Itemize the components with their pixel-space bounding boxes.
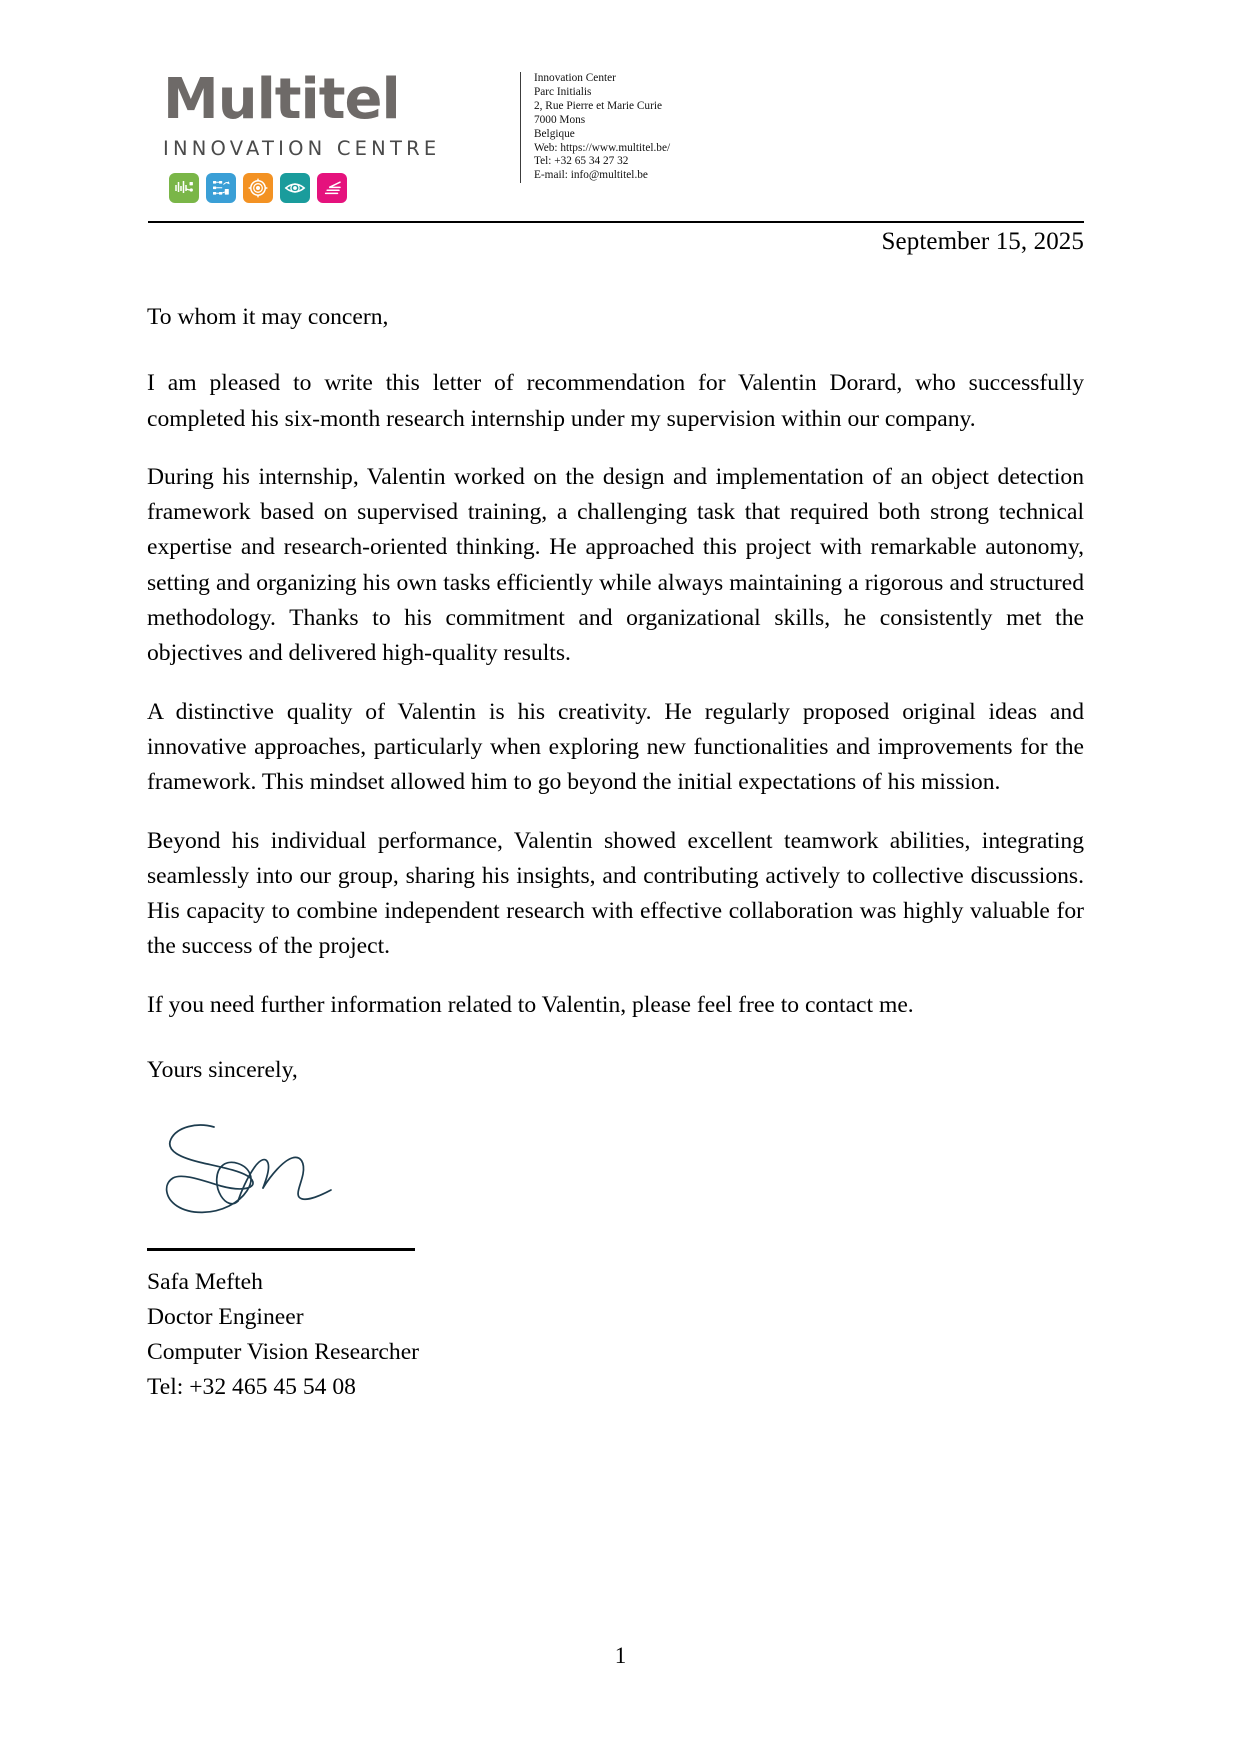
letterhead bbox=[163, 67, 1063, 203]
body-paragraph-5: If you need further information related to Valentin, please feel free to contact me. bbox=[147, 991, 914, 1018]
contact-block bbox=[520, 72, 670, 183]
contact-line-country: Belgique bbox=[534, 127, 575, 140]
signer-title: Doctor Engineer bbox=[147, 1303, 304, 1330]
body-paragraph-4: Beyond his individual performance, Valentin showed excellent teamwork abilities, integrating seamlessly into our group, sharing his insights, and contributing actively to collective discussions. His capacity to combine independent research with effective collaboration was highly valuable for the success of the project. bbox=[147, 827, 1084, 960]
signer-phone: Tel: +32 465 45 54 08 bbox=[147, 1374, 356, 1401]
closing-line: Yours sincerely, bbox=[147, 1057, 298, 1084]
brand-icon-row bbox=[169, 173, 443, 203]
letter-date: September 15, 2025 bbox=[881, 228, 1084, 255]
contact-line-web: Web: https://www.multitel.be/ bbox=[534, 141, 671, 154]
contact-line-park: Parc Initialis bbox=[534, 85, 592, 98]
contact-line-org: Innovation Center bbox=[534, 72, 616, 84]
signature-line bbox=[147, 1248, 415, 1251]
railway-signalling-icon bbox=[317, 173, 347, 203]
body-paragraph-1: I am pleased to write this letter of recommendation for Valentin Dorard, who successfully completed his six-month research internship under my supervision within our company. bbox=[147, 370, 1084, 432]
handwritten-signature bbox=[151, 1118, 451, 1238]
body-paragraph-2: During his internship, Valentin worked on the design and implementation of an object detection framework based on supervised training, a challenging task that required both strong technical expertise and research-oriented thinking. He approached this project with remarkable autonomy, setting and organizing his own tasks efficiently while always maintaining a rigorous and structured methodology. Thanks to his commitment and organizational skills, he consistently met the objectives and delivered high-quality results. bbox=[147, 463, 1084, 667]
computer-vision-eye-icon bbox=[280, 173, 310, 203]
contact-line-street: 2, Rue Pierre et Marie Curie bbox=[534, 99, 662, 112]
photonics-icon bbox=[243, 173, 273, 203]
contact-line-tel: Tel: +32 65 34 27 32 bbox=[534, 155, 629, 168]
contact-line-email: E-mail: info@multitel.be bbox=[534, 169, 648, 182]
salutation: To whom it may concern, bbox=[147, 304, 389, 330]
contact-line-city: 7000 Mons bbox=[534, 113, 586, 126]
signal-processing-icon bbox=[169, 173, 199, 203]
header-divider bbox=[148, 221, 1084, 223]
brand-tagline: INNOVATION CENTRE bbox=[163, 137, 441, 160]
brand-wordmark: Multitel bbox=[163, 67, 400, 132]
page-number: 1 bbox=[614, 1643, 627, 1668]
multitel-logo bbox=[163, 67, 443, 203]
letter-body bbox=[147, 300, 1084, 1088]
embedded-systems-icon bbox=[206, 173, 236, 203]
signer-name: Safa Mefteh bbox=[147, 1268, 263, 1295]
signature-block bbox=[147, 1118, 667, 1406]
signer-role: Computer Vision Researcher bbox=[147, 1339, 420, 1366]
body-paragraph-3: A distinctive quality of Valentin is his creativity. He regularly proposed original ideas and innovative approaches, particularly when exploring new functionalities and improvements for the framework. This mindset allowed him to go beyond the initial expectations of his mission. bbox=[147, 698, 1084, 796]
